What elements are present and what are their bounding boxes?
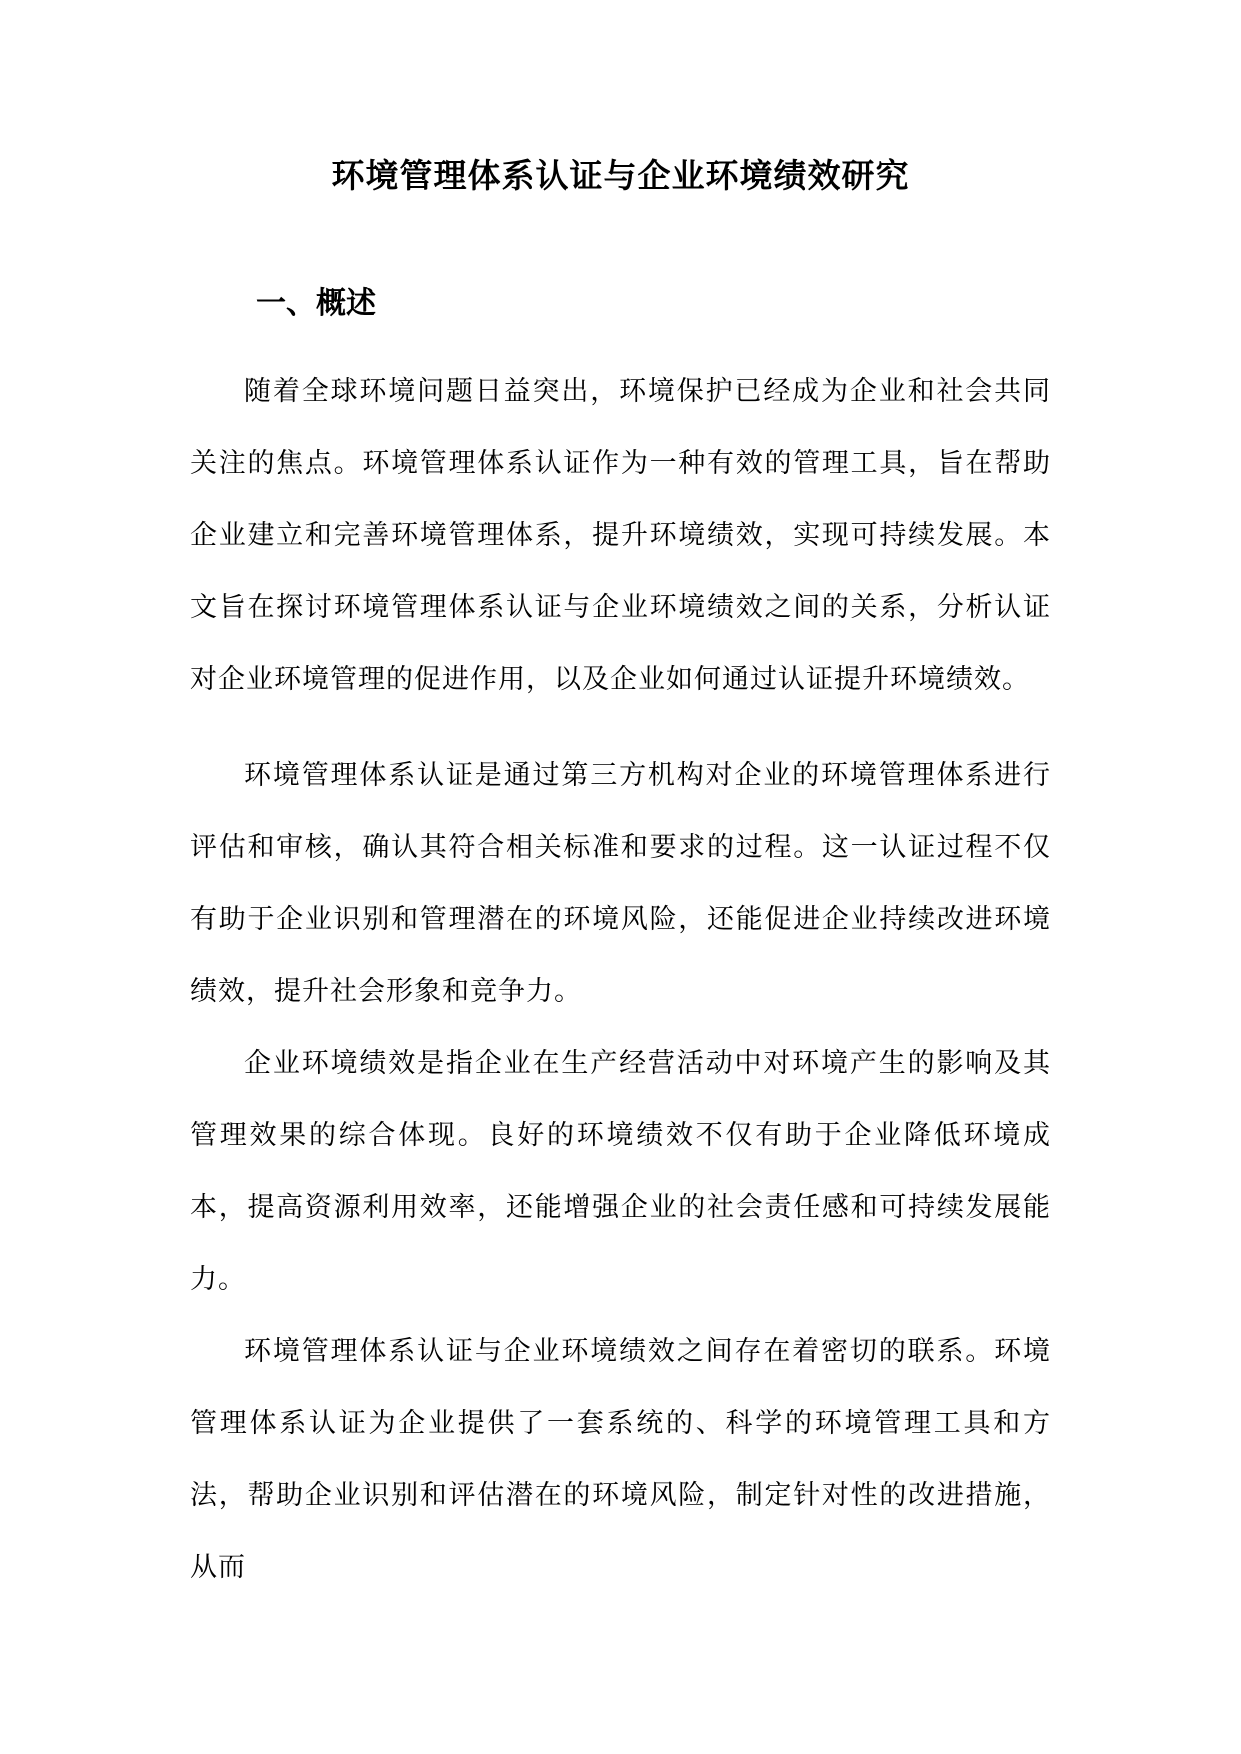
paragraph: 企业环境绩效是指企业在生产经营活动中对环境产生的影响及其管理效果的综合体现。良好的环境绩效不仅有助于企业降低环境成本，提高资源利用效率，还能增强企业的社会责任感和可持续发展能力。 — [190, 1048, 1051, 1295]
section-heading: 一、概述 — [256, 286, 376, 321]
document-title: 环境管理体系认证与企业环境绩效研究 — [331, 156, 910, 195]
paragraph: 环境管理体系认证是通过第三方机构对企业的环境管理体系进行评估和审核，确认其符合相关标准和要求的过程。这一认证过程不仅有助于企业识别和管理潜在的环境风险，还能促进企业持续改进环境绩效，提升社会形象和竞争力。 — [190, 760, 1051, 1007]
paragraph: 环境管理体系认证与企业环境绩效之间存在着密切的联系。环境管理体系认证为企业提供了一套系统的、科学的环境管理工具和方法，帮助企业识别和评估潜在的环境风险，制定针对性的改进措施，从而 — [190, 1336, 1051, 1583]
paragraph: 随着全球环境问题日益突出，环境保护已经成为企业和社会共同关注的焦点。环境管理体系认证作为一种有效的管理工具，旨在帮助企业建立和完善环境管理体系，提升环境绩效，实现可持续发展。本文旨在探讨环境管理体系认证与企业环境绩效之间的关系，分析认证对企业环境管理的促进作用，以及企业如何通过认证提升环境绩效。 — [190, 376, 1051, 695]
